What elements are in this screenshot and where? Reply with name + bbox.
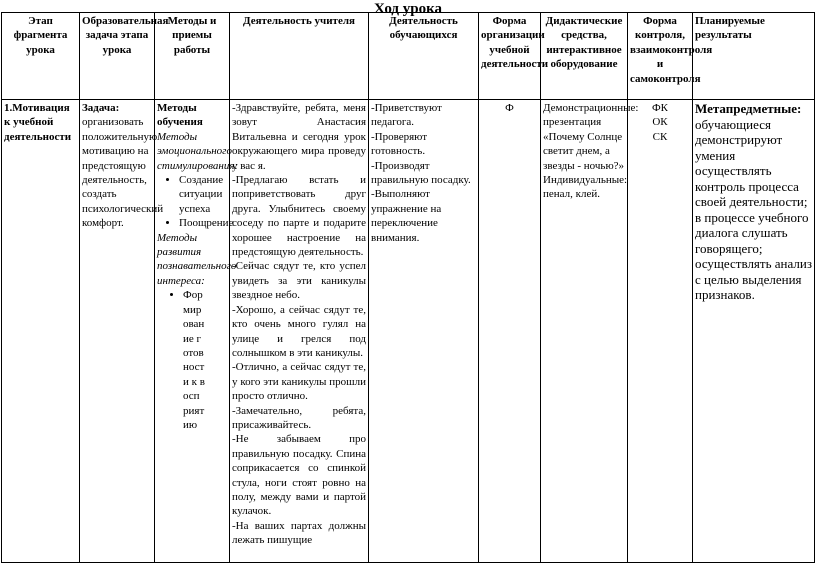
student-line: -Производят правильную посадку. xyxy=(371,159,471,187)
control-item: СК xyxy=(652,130,668,143)
table-header-row xyxy=(2,13,815,100)
methods-list-emotional xyxy=(157,173,234,231)
methods-subtitle-emotional: Методы эмоционального стимулирования: xyxy=(157,130,239,172)
lesson-table xyxy=(1,12,815,563)
header-didactic: Дидактические средства, интерактивное оборудование xyxy=(541,13,628,100)
didactic-text: Демонстрационные: презентация «Почему Солнце светит днем, а звезды - ночью?» Индивидуальные: пенал, клей. xyxy=(543,102,639,201)
teacher-line: -На ваших партах должны лежать пишущие xyxy=(232,519,366,547)
table-row xyxy=(2,100,815,563)
list-item: • Формирование готовности к восприятию xyxy=(183,288,205,432)
teacher-line: -Здравствуйте, ребята, меня зовут Анастасия Витальевна и сегодня урок окружающего мира проведу у вас я. xyxy=(232,102,366,172)
methods-list-interest xyxy=(157,288,227,432)
cell-stage xyxy=(2,100,80,563)
task-text: организовать положительную мотивацию на предстоящую деятельность, создать психологический комфорт. xyxy=(82,116,164,230)
results-title: Метапредметные: xyxy=(695,101,802,116)
methods-title: Методы обучения xyxy=(157,102,203,129)
cell-control xyxy=(628,100,693,563)
header-results: Планируемые результаты xyxy=(693,13,815,100)
teacher-line: -Не забываем про правильную посадку. Спина соприкасается со спинкой стула, ноги стоят ровно на полу, между вами и партой кулачок. xyxy=(232,433,366,518)
student-line: -Выполняют упражнение на переключение внимания. xyxy=(371,188,442,244)
org-form-value: Ф xyxy=(505,102,514,114)
control-item: ОК xyxy=(652,116,668,129)
header-task: Образовательная задача этапа урока xyxy=(80,13,155,100)
control-item: ФК xyxy=(651,102,669,114)
cell-methods xyxy=(155,100,239,563)
task-title: Задача: xyxy=(82,102,120,114)
list-item: • Поощрение xyxy=(179,216,227,230)
teacher-line: -Предлагаю встать и поприветствовать друг друга. Улыбнитесь своему соседу по парте и подарите хорошее настроение на предстоящую деятельность. xyxy=(232,174,366,259)
cell-results xyxy=(693,100,815,563)
cell-students xyxy=(369,100,479,563)
teacher-line: -Отлично, а сейчас сядут те, у кого эти каникулы прошли просто отлично. xyxy=(232,361,366,403)
teacher-line: -Замечательно, ребята, присаживайтесь. xyxy=(232,404,366,431)
list-item: • Создание ситуации успеха xyxy=(179,173,227,216)
methods-subtitle-interest: Методы развития познавательного интереса: xyxy=(157,231,237,287)
cell-teacher xyxy=(230,100,369,563)
header-teacher: Деятельность учителя xyxy=(230,13,369,100)
stage-name: 1.Мотивация к учебной деятельности xyxy=(4,102,72,143)
teacher-line: -Хорошо, а сейчас сядут те, кто очень много гулял на улице и грелся под солнышком в эти каникулы. xyxy=(232,303,366,359)
cell-didactic xyxy=(541,100,639,563)
header-students: Деятельность обучающихся xyxy=(369,13,479,100)
header-methods: Методы и приемы работы xyxy=(155,13,230,100)
header-org-form: Форма организации учебной деятельности xyxy=(479,13,541,100)
results-text: обучающиеся демонстрируют умения осуществлять контроль процесса своей деятельности; в процессе учебного диалога слушать говорящего; осуществлять анализ с целью выделения признаков. xyxy=(695,116,812,302)
student-line: -Проверяют готовность. xyxy=(371,130,428,158)
header-stage: Этап фрагмента урока xyxy=(2,13,80,100)
cell-task xyxy=(80,100,164,563)
teacher-line: -Сейчас сядут те, кто успел увидеть за эти каникулы звездное небо. xyxy=(232,260,366,302)
page-title: Ход урока xyxy=(373,1,443,17)
cell-org-form xyxy=(479,100,541,563)
student-line: -Приветствуют педагога. xyxy=(371,102,442,129)
header-control: Форма контроля, взаимоконтроля и самоконтроля xyxy=(628,13,693,100)
